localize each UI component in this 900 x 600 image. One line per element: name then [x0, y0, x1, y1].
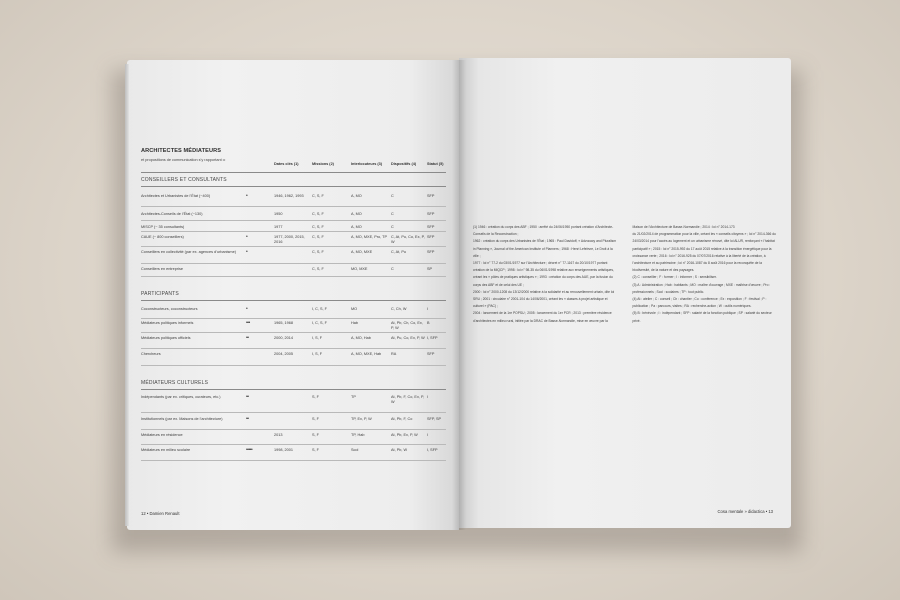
- section-title: MÉDIATEURS CULTURELS: [141, 380, 209, 386]
- cell-dispositifs: C: [391, 225, 394, 229]
- cell-statut: SFP: [427, 194, 435, 198]
- cell-missions: S, F: [312, 417, 319, 421]
- cell-dates: 2004, 2005: [274, 352, 294, 356]
- cell-statut: SFP: [427, 235, 435, 239]
- section-rule: [141, 389, 446, 390]
- left-page: [127, 60, 459, 530]
- row-rule: [141, 444, 446, 445]
- cell-dots: •: [246, 234, 248, 240]
- cell-statut: SFP: [427, 212, 435, 216]
- footer-right: Cosa mentale » didactica • 13: [717, 509, 773, 514]
- cell-missions: C, S, F: [312, 235, 324, 239]
- cell-name: Institutionnels (par ex. Maisons de l’architecture): [141, 417, 223, 421]
- cell-statut: SP: [427, 267, 433, 271]
- page-stack-edge: [125, 64, 129, 526]
- row-rule: [141, 348, 446, 349]
- cell-missions: C, S, F: [312, 267, 324, 271]
- cell-statut: SFP: [427, 250, 435, 254]
- right-page: [459, 58, 791, 528]
- cell-statut: SFP, SP: [427, 417, 442, 421]
- cell-dots: ••: [246, 416, 249, 422]
- cell-dates: 1977, 2000, 2015, 2016: [274, 235, 305, 244]
- cell-missions: I, C, S, F: [312, 307, 327, 311]
- table-row: [141, 267, 446, 279]
- table-row: [141, 336, 446, 348]
- cell-dispositifs: C, At, Pu, Co, Ex, P, W: [391, 235, 425, 244]
- footnote-paragraph: (1) 1946 : création du corps des ABF ; 1950 : arrêté du 24/06/1950 portant création d’Architecte-Conseils de la Reconstruction ;: [473, 225, 614, 237]
- table-row: [141, 417, 446, 429]
- cell-dates: 1946, 1962, 1993: [274, 194, 304, 198]
- cell-dates: 1977: [274, 225, 283, 229]
- cell-name: Architectes-Conseils de l’État (~130): [141, 212, 203, 216]
- cell-dispositifs: C, At, Pu: [391, 250, 406, 254]
- row-rule: [141, 220, 446, 221]
- cell-interlocuteurs: A, MO, MXE, Pro, TP: [351, 235, 388, 239]
- table-row: [141, 194, 446, 206]
- cell-interlocuteurs: MO: [351, 307, 358, 311]
- cell-statut: I: [427, 395, 429, 399]
- footnote-paragraph: 2004 : lancement de la 1re POPSU ; 2005 : lancement du 1er PCR ; 2013 : première résidence d’architectes en milieu rural, initiée par la DRAC de Basse-Normandie, mise en œuvre par la Maison de l’Architecture de Basse-Normandie ; 2014 : loi n° 2014-173: [473, 225, 735, 323]
- cell-dispositifs: At, Pb, Ch, Co, Ex, P, W: [391, 321, 423, 330]
- cell-statut: I: [427, 433, 429, 437]
- row-rule: [141, 276, 446, 277]
- cell-dispositifs: C: [391, 212, 394, 216]
- cell-dispositifs: C: [391, 194, 394, 198]
- cell-missions: I, C, S, F: [312, 321, 327, 325]
- table-title: ARCHITECTES MÉDIATEURS: [141, 148, 222, 154]
- cell-interlocuteurs: A, MO, MXE, Hab: [351, 352, 382, 356]
- section-rule: [141, 186, 446, 187]
- cell-dispositifs: RA: [391, 352, 397, 356]
- cell-interlocuteurs: A, MO, MXE: [351, 250, 373, 254]
- footer-left: 12 • Damien Renault: [141, 511, 180, 516]
- section-rule: [141, 300, 446, 301]
- cell-statut: SFP: [427, 352, 435, 356]
- cell-statut: I, SFP: [427, 448, 438, 452]
- cell-dates: 1998, 2001: [274, 448, 294, 452]
- cell-dates: 2013: [274, 433, 283, 437]
- cell-dots: •••••: [246, 447, 253, 453]
- cell-dispositifs: At, Pb, F, Co, Ex, P, W: [391, 395, 425, 404]
- cell-name: Indépendants (par ex. critiques, curateurs, etc.): [141, 395, 221, 399]
- cell-missions: S, F: [312, 433, 319, 437]
- cell-missions: S, F: [312, 395, 319, 399]
- cell-dots: ••: [246, 394, 249, 400]
- table-row: [141, 448, 446, 460]
- cell-dispositifs: C, Ch, W: [391, 307, 407, 311]
- footnote-paragraph: 1962 : création du corps des Urbanistes de l’État ; 1965 : Paul Davidoff, « Advocacy and Pluralism in Planning », Journal of the American Institute of Planners ; 1968 : Henri Lefebvre, Le Droit à la ville ;: [473, 239, 617, 258]
- cell-interlocuteurs: A, MO, Hab: [351, 336, 371, 340]
- cell-dispositifs: At, Pb, F, Co: [391, 417, 413, 421]
- cell-dots: •: [246, 306, 248, 312]
- cell-interlocuteurs: A, MO: [351, 194, 362, 198]
- header-rule: [141, 172, 446, 173]
- cell-missions: C, S, F: [312, 225, 324, 229]
- table-row: [141, 250, 446, 262]
- cell-interlocuteurs: MO, MXE: [351, 267, 368, 271]
- cell-interlocuteurs: Hab: [351, 321, 358, 325]
- cell-name: Médiateurs politiques informels: [141, 321, 194, 325]
- table-subtitle: et propositions de communication s’y rapportant ••: [141, 158, 226, 162]
- section-title: CONSEILLERS ET CONSULTANTS: [141, 177, 227, 183]
- footnote-paragraph: (4) At : atelier ; C : conseil ; Ch : chantier ; Co : conférence ; Ex : exposition ; F : festival ; P : publication ; Pa : parcours, visites ; RA : recherche-action ; W : outils numériques.: [632, 297, 767, 309]
- cell-statut: SFP: [427, 225, 435, 229]
- cell-name: Chercheurs: [141, 352, 161, 356]
- cell-name: Médiateurs politiques officiels: [141, 336, 191, 340]
- cell-statut: B: [427, 321, 430, 325]
- cell-interlocuteurs: TP, Ex, P, W: [351, 417, 372, 421]
- cell-statut: I, SFP: [427, 336, 438, 340]
- section-title: PARTICIPANTS: [141, 291, 179, 297]
- footnote-paragraph: du 21/02/2014 de programmation pour la ville, créant les « conseils citoyens » ; loi n° 2014-366 du 24/03/2014 pour l’accès au logement et un urbanisme rénové, dite loi ALUR, renforçant « l’habitat participatif » ; 2015 : loi n° 2015-992 du 17 août 2015 relative à la transition énergétique pour la croissance verte ; 2016 : loi n° 2016-925 du 07/07/2016 relative à la liberté de la création, à l’architecture et au patrimoine ; loi n° 2016-1087 du 8 août 2016 pour la reconquête de la biodiversité, de la nature et des paysages.: [632, 232, 776, 273]
- table-row: [141, 352, 446, 364]
- cell-name: Coconstructeurs, coconstructeurs: [141, 307, 198, 311]
- row-rule: [141, 206, 446, 207]
- cell-dispositifs: At, Pb, Ex, P, W: [391, 433, 418, 437]
- row-rule: [141, 263, 446, 264]
- cell-name: Médiateurs en milieu scolaire: [141, 448, 191, 452]
- column-header-dispositifs: Dispositifs (4): [391, 162, 417, 166]
- row-rule: [141, 246, 446, 247]
- cell-dots: ••: [246, 335, 249, 341]
- row-rule: [141, 460, 446, 461]
- cell-interlocuteurs: A, MO: [351, 212, 362, 216]
- row-rule: [141, 365, 446, 366]
- footnote-paragraph: 2000 : loi n° 2000-1208 du 13/12/2000 relative à la solidarité et au renouvellement urbain, dite loi SRU ; 2001 : circulaire n° 2001-104 du 14/06/2001, créant les « classes à projet artistique et culturel » (PAC) ;: [473, 289, 615, 309]
- row-rule: [141, 429, 446, 430]
- row-rule: [141, 231, 446, 232]
- row-rule: [141, 332, 446, 333]
- cell-missions: I, S, F: [312, 336, 323, 340]
- column-header-interlocuteurs: Interlocuteurs (3): [351, 162, 383, 166]
- column-header-missions: Missions (2): [312, 162, 334, 166]
- cell-dispositifs: At, Pb, W: [391, 448, 408, 452]
- cell-name: CAUE (~ 800 conseillers): [141, 235, 184, 239]
- footnote-paragraph: (5) B : bénévole ; I : indépendant ; SFP : salarié de la fonction publique ; SP : salarié du secteur privé.: [632, 311, 772, 323]
- cell-name: MISCP (~ 35 consultants): [141, 225, 185, 229]
- cell-dates: 1950: [274, 212, 283, 216]
- footnote-paragraph: (2) C : conseiller ; F : former ; I : informer ; S : sensibiliser.: [632, 275, 717, 280]
- cell-interlocuteurs: Scol: [351, 448, 359, 452]
- column-header-statut: Statut (5): [427, 162, 444, 166]
- cell-dates: 1965, 1968: [274, 321, 294, 325]
- cell-interlocuteurs: A, MO: [351, 225, 362, 229]
- cell-dots: •••: [246, 320, 250, 326]
- column-header-dates: Dates clés (1): [274, 162, 299, 166]
- cell-dots: •: [246, 193, 248, 199]
- table-row: [141, 212, 446, 224]
- cell-interlocuteurs: TP, Hab: [351, 433, 365, 437]
- cell-missions: I, S, F: [312, 352, 323, 356]
- cell-missions: S, F: [312, 448, 319, 452]
- cell-missions: C, S, F: [312, 194, 324, 198]
- row-rule: [141, 318, 446, 319]
- footnote-paragraph: 1977 : loi n° 77-2 du 03/01/1977 sur l’Architecture ; décret n° 77-1167 du 20/10/1977 portant création de la MIQCP ; 1998 : loi n° 98-35 du 06/01/1998 relative aux enseignements artistiques, créant les « pôles de pratiques artistiques » ; 1993 : création du corps des AUE, par la fusion du corps des ABF et de celui des UE ;: [473, 261, 614, 287]
- book-gutter: [452, 60, 466, 530]
- table-row: [141, 395, 446, 407]
- cell-missions: C, S, F: [312, 212, 324, 216]
- row-rule: [141, 412, 446, 413]
- cell-statut: I: [427, 307, 429, 311]
- footnotes: [473, 224, 778, 325]
- cell-dispositifs: C: [391, 267, 394, 271]
- cell-dates: 2000, 2014: [274, 336, 294, 340]
- footnote-paragraph: (3) A : Administration ; Hab : habitants ; MO : maître d’ouvrage ; MXE : maîtrise d’œuvre ; Pro : professionnels ; Scol : scolaires ; TP : tout public.: [632, 282, 771, 294]
- cell-dispositifs: At, Pu, Co, Ex, P, W: [391, 336, 425, 340]
- cell-name: Médiateurs en résidence: [141, 433, 183, 437]
- cell-name: Conseillers en collectivité (par ex. agences d’urbanisme): [141, 250, 236, 254]
- cell-dots: •: [246, 249, 248, 255]
- cell-name: Architectes et Urbanistes de l’État (~400): [141, 194, 211, 198]
- cell-name: Conseillers en entreprise: [141, 267, 183, 271]
- cell-missions: C, S, F: [312, 250, 324, 254]
- cell-interlocuteurs: TP: [351, 395, 356, 399]
